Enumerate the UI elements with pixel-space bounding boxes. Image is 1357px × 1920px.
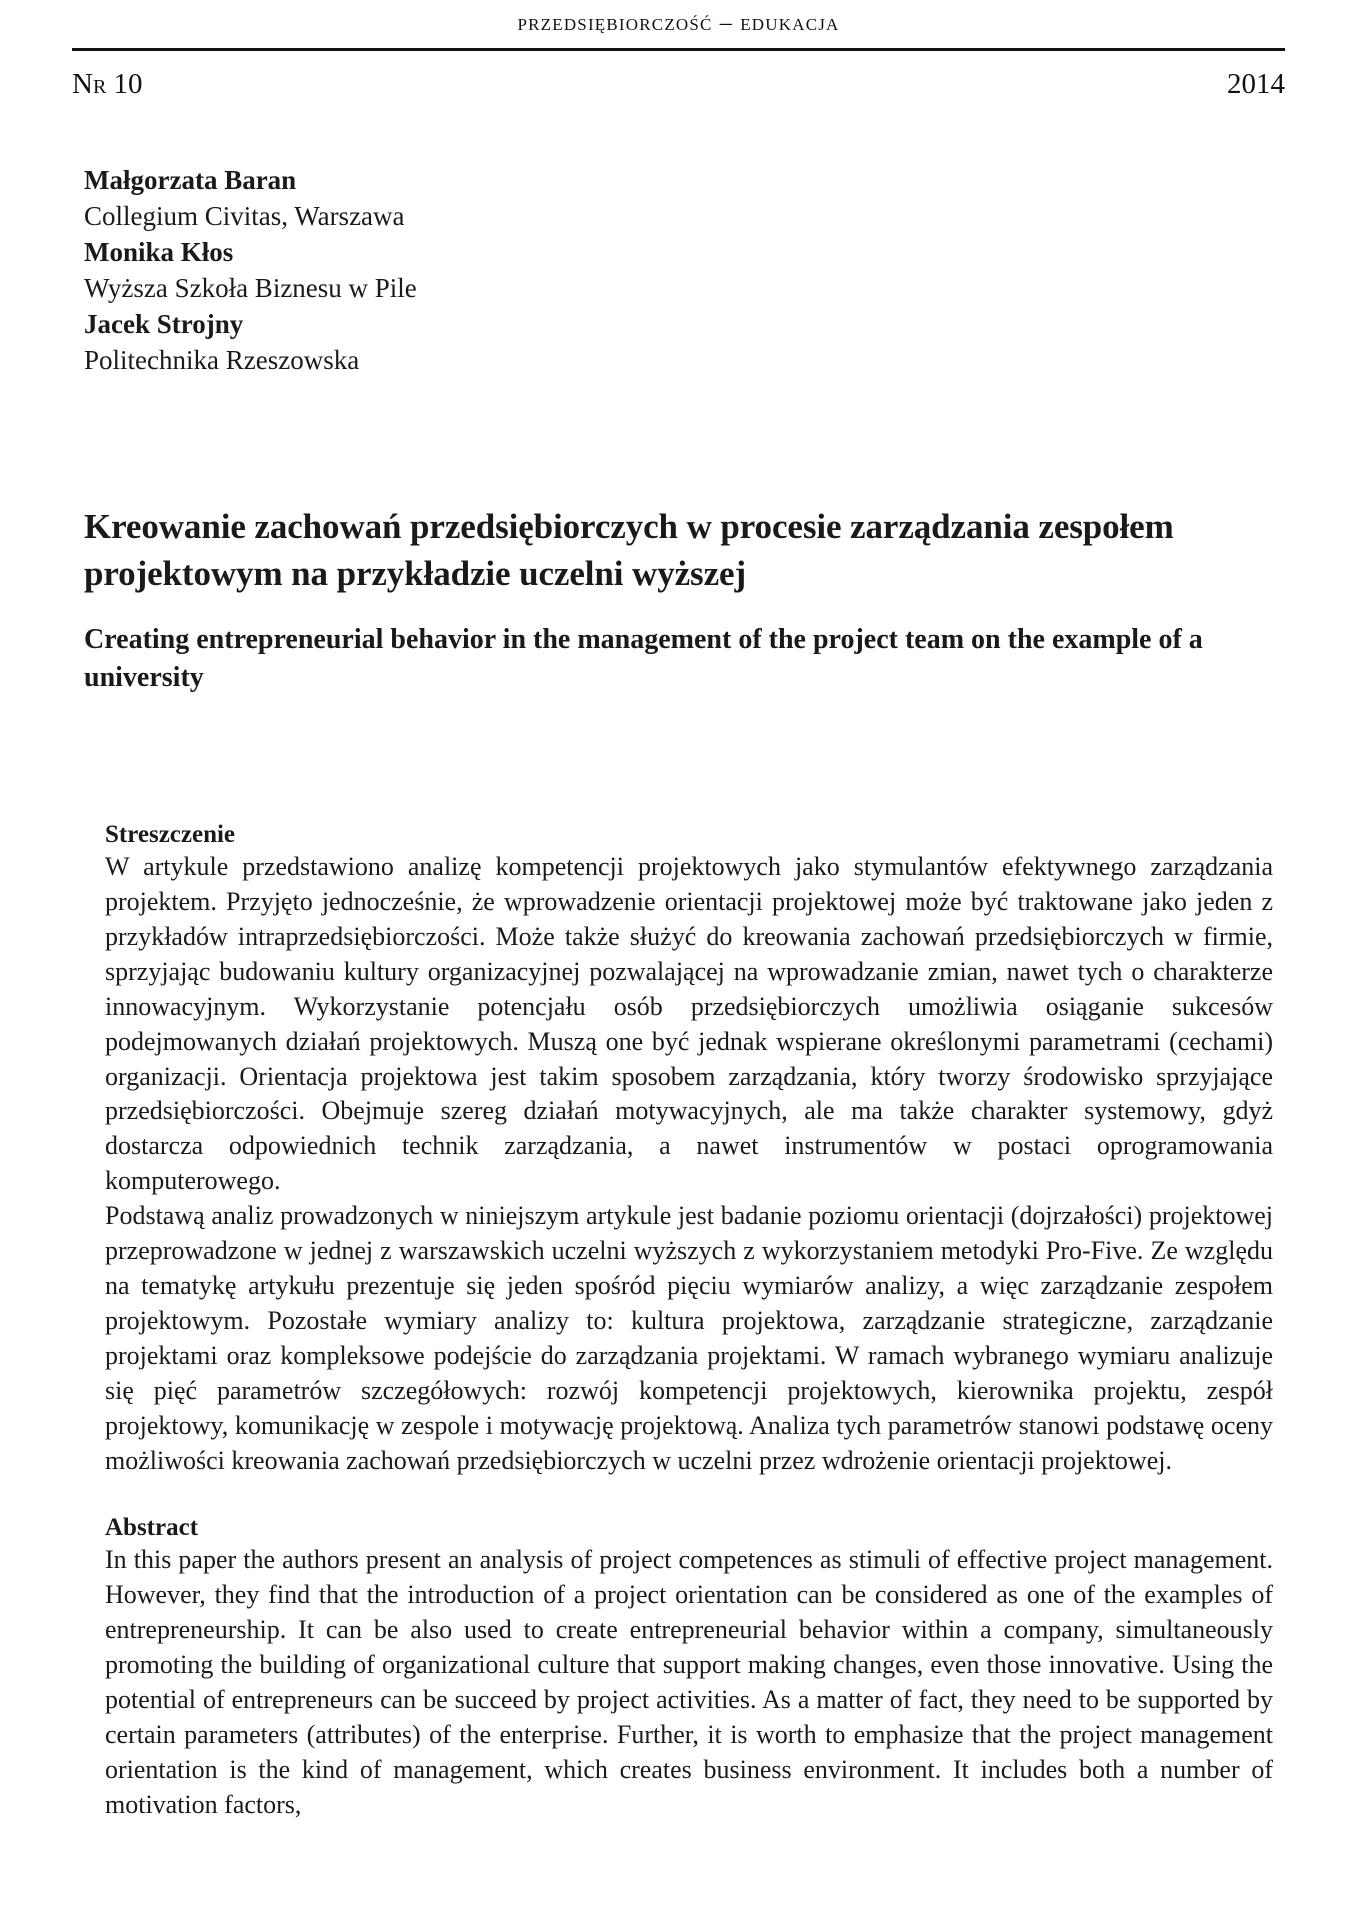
author-entry <box>84 235 1285 307</box>
abstract-paragraph: In this paper the authors present an analysis of project competences as stimuli of effective project management. However, they find that the introduction of a project orientation can be considered as one of the examples of entrepreneurship. It can be also used to create entrepreneurial behavior within a company, simultaneously promoting the building of organizational culture that support making changes, even those innovative. Using the potential of entrepreneurs can be succeed by project activities. As a matter of fact, they need to be supported by certain parameters (attributes) of the enterprise. Further, it is worth to emphasize that the project management orientation is the kind of management, which creates business environment. It includes both a number of motivation factors, <box>105 1545 1273 1819</box>
issue-number: Nr 10 <box>72 68 143 100</box>
author-affiliation: Collegium Civitas, Warszawa <box>84 200 405 231</box>
title-block <box>72 504 1285 697</box>
abstract-paragraph: W artykule przedstawiono analizę kompetencji projektowych jako stymulantów efektywnego zarządzania projektem. Przyjęto jednocześnie, że wprowadzenie orientacji projektowej może być traktowane jako jeden z przykładów intraprzedsiębiorczości. Może także służyć do kreowania zachowań przedsiębiorczych w firmie, sprzyjając budowaniu kultury organizacyjnej pozwalającej na wprowadzanie zmian, nawet tych o charakterze innowacyjnym. Wykorzystanie potencjału osób przedsiębiorczych umożliwia osiąganie sukcesów podejmowanych działań projektowych. Muszą one być jednak wspierane określonymi parametrami (cechami) organizacji. Orientacja projektowa jest takim sposobem zarządzania, który tworzy środowisko sprzyjające przedsiębiorczości. Obejmuje szereg działań motywacyjnych, ale ma także charakter systemowy, gdyż dostarcza odpowiednich technik zarządzania, a nawet instrumentów w postaci oprogramowania komputerowego. <box>105 851 1273 1196</box>
author-list <box>72 163 1285 378</box>
issue-year: 2014 <box>1227 68 1285 100</box>
author-name: Małgorzata Baran <box>84 165 297 195</box>
issue-line <box>72 68 1285 101</box>
author-entry <box>84 163 1285 235</box>
abstract-paragraph: Podstawą analiz prowadzonych w niniejszym artykule jest badanie poziomu orientacji (dojrzałości) projektowej przeprowadzone w jednej z warszawskich uczelni wyższych z wykorzystaniem metodyki Pro-Five. Ze względu na tematykę artykułu prezentuje się jeden spośród pięciu wymiarów analizy, a więc zarządzanie zespołem projektowym. Pozostałe wymiary analizy to: kultura projektowa, zarządzanie strategiczne, zarządzanie projektami oraz kompleksowe podejście do zarządzania projektami. W ramach wybranego wymiaru analizuje się pięć parametrów szczegółowych: rozwój kompetencji projektowych, kierownika projektu, zespół projektowy, komunikację w zespole i motywację projektową. Analiza tych parametrów stanowi podstawę oceny możliwości kreowania zachowań przedsiębiorczych w uczelni przez wdrożenie orientacji projektowej. <box>105 1201 1273 1476</box>
abstract-body <box>105 850 1273 1479</box>
running-head <box>72 0 1285 37</box>
abstract-section <box>72 821 1285 1823</box>
author-name: Monika Kłos <box>84 236 234 267</box>
page-subtitle: Creating entrepreneurial behavior in the management of the project team on the example of a university <box>84 623 1203 694</box>
author-affiliation: Wyższa Szkoła Biznesu w Pile <box>84 272 417 303</box>
abstract-english <box>105 1514 1273 1823</box>
page-title: Kreowanie zachowań przedsiębiorczych w procesie zarządzania zespołem projektowym na przykładzie uczelni wyższej <box>84 507 1174 593</box>
author-name: Jacek Strojny <box>84 308 244 339</box>
abstract-heading: Abstract <box>105 1514 199 1542</box>
author-entry <box>84 307 1285 379</box>
abstract-body <box>105 1543 1273 1823</box>
abstract-heading: Streszczenie <box>105 820 236 848</box>
journal-title: przedsiębiorczość – edukacja <box>517 10 840 36</box>
abstract-polish <box>105 821 1273 1479</box>
header-rule <box>72 48 1285 51</box>
author-affiliation: Politechnika Rzeszowska <box>84 344 360 375</box>
